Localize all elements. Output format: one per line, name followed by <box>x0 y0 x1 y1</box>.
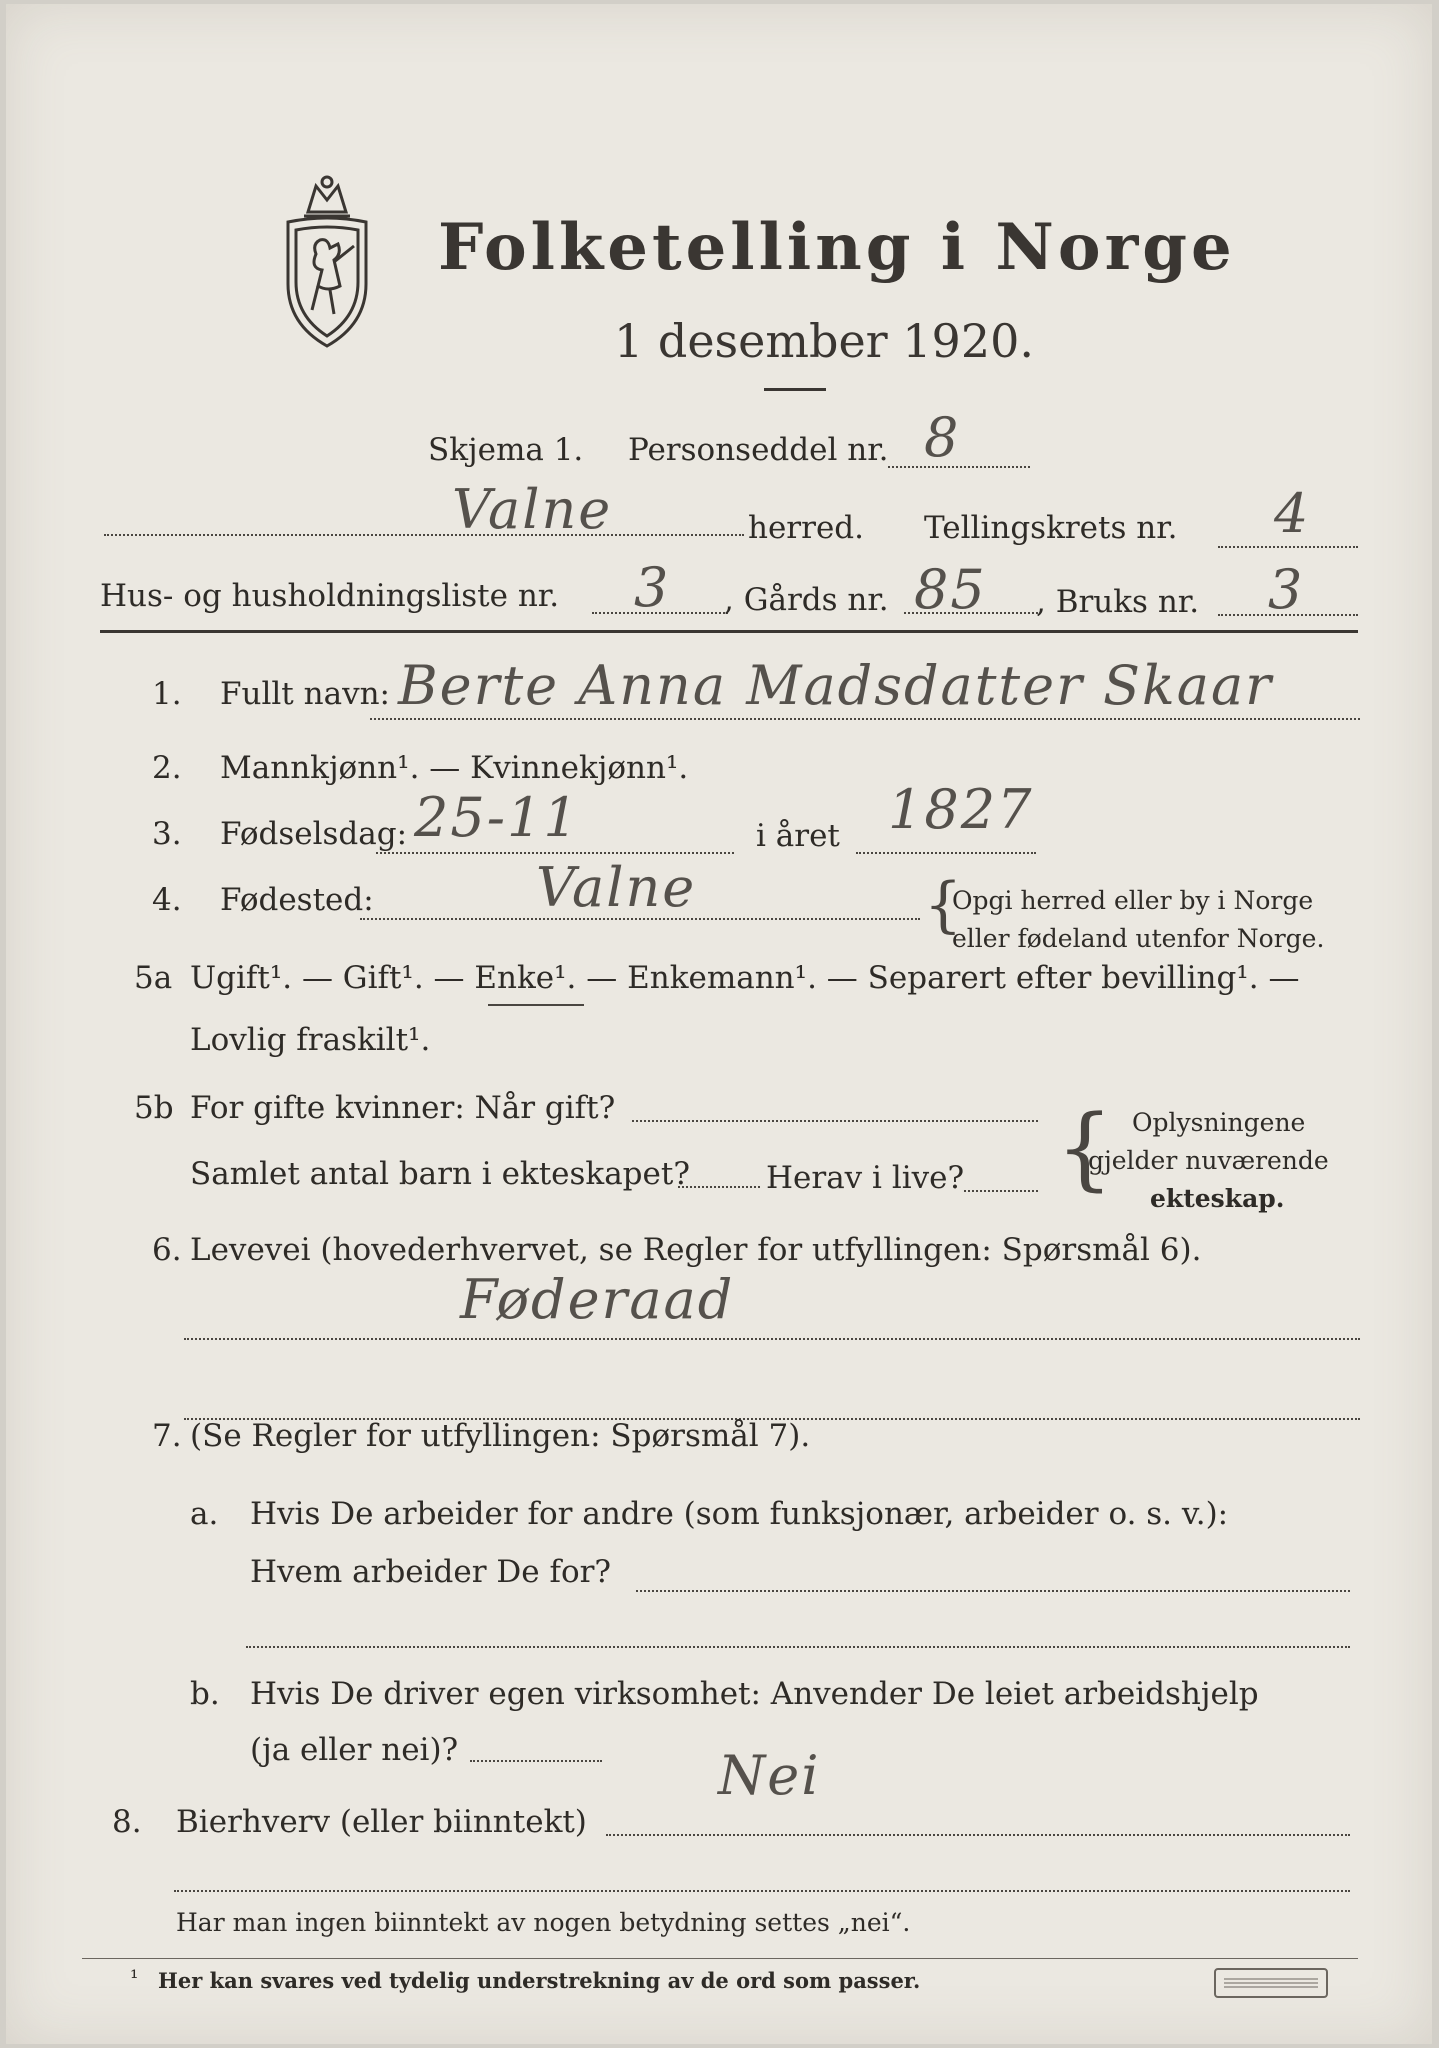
bruks-label: , Bruks nr. <box>1036 584 1200 620</box>
q2-number: 2. <box>152 750 182 786</box>
census-form-sheet <box>6 4 1432 2044</box>
q8-note: Har man ingen biinntekt av nogen betydning settes „nei“. <box>176 1908 911 1937</box>
q3-year-field-line <box>856 852 1036 854</box>
q7b-field-line <box>470 1760 602 1762</box>
q5a-line1: Ugift¹. — Gift¹. — Enke¹. — Enkemann¹. — Separert efter bevilling¹. — <box>190 960 1300 996</box>
q1-field-line <box>370 718 1360 720</box>
footnote-divider <box>82 1958 1358 1959</box>
norwegian-coat-of-arms-icon <box>268 174 386 350</box>
q3-label: Fødselsdag: <box>220 816 408 852</box>
q4-label: Fødested: <box>220 882 374 918</box>
personseddel-value: 8 <box>924 406 961 469</box>
form-title: Folketelling i Norge <box>438 210 1236 285</box>
herred-value: Valne <box>452 478 613 541</box>
q3-day-field-line <box>376 852 734 854</box>
census-date: 1 desember 1920. <box>614 314 1034 368</box>
q7b-line1: Hvis De driver egen virksomhet: Anvender De leiet arbeidshjelp <box>250 1676 1259 1712</box>
q3-day-value: 25-11 <box>414 786 580 849</box>
q5b-children-label: Samlet antal barn i ekteskapet? <box>190 1156 690 1192</box>
q7-label: (Se Regler for utfyllingen: Spørsmål 7). <box>190 1418 811 1454</box>
q8-number: 8. <box>112 1804 142 1840</box>
header-divider <box>100 630 1358 633</box>
tellingskrets-field-line <box>1218 546 1358 548</box>
q7a-letter: a. <box>190 1496 219 1532</box>
tellingskrets-value: 4 <box>1274 482 1311 545</box>
footnote-mark: ¹ <box>130 1966 139 1990</box>
gards-value: 85 <box>914 558 987 621</box>
q8-label: Bierhverv (eller biinntekt) <box>176 1804 587 1840</box>
title-divider <box>764 388 826 391</box>
q4-number: 4. <box>152 882 182 918</box>
q5a-number: 5a <box>134 960 173 996</box>
q8-field-line-2 <box>174 1890 1350 1892</box>
q5b-note-line2: gjelder nuværende <box>1088 1146 1329 1175</box>
q7a-line2: Hvem arbeider De for? <box>250 1554 612 1590</box>
q7-number: 7. <box>152 1418 182 1454</box>
footnote-text: Her kan svares ved tydelig understrekning av de ord som passer. <box>158 1968 921 1993</box>
q5b-number: 5b <box>134 1090 174 1126</box>
q7a-field-line-1 <box>636 1590 1350 1592</box>
q4-value: Valne <box>536 856 697 919</box>
q8-value: Nei <box>718 1744 821 1807</box>
personseddel-label: Personseddel nr. <box>628 432 889 468</box>
q3-year-value: 1827 <box>888 778 1034 841</box>
q6-field-line-1 <box>184 1338 1360 1340</box>
q5b-note-brace: { <box>1056 1096 1114 1201</box>
q5b-alive-field-line <box>964 1190 1038 1192</box>
q5b-note-line3: ekteskap. <box>1150 1184 1285 1213</box>
husholdningsliste-label: Hus- og husholdningsliste nr. <box>100 578 560 614</box>
q6-value: Føderaad <box>460 1268 735 1331</box>
q1-label: Fullt navn: <box>220 676 390 712</box>
q6-number: 6. <box>152 1232 182 1268</box>
gards-label: , Gårds nr. <box>724 582 889 618</box>
skjema-label: Skjema 1. <box>428 432 584 468</box>
q3-number: 3. <box>152 816 182 852</box>
husholdningsliste-value: 3 <box>634 556 671 619</box>
herred-label: herred. <box>748 510 864 546</box>
q5b-line1: For gifte kvinner: Når gift? <box>190 1090 616 1126</box>
q7a-line1: Hvis De arbeider for andre (som funksjonær, arbeider o. s. v.): <box>250 1496 1229 1532</box>
herred-field-line <box>104 534 744 536</box>
q5b-note-line1: Oplysningene <box>1132 1108 1306 1137</box>
q5a-line2: Lovlig fraskilt¹. <box>190 1022 431 1058</box>
q7a-field-line-2 <box>246 1646 1350 1648</box>
q4-note-line1: Opgi herred eller by i Norge <box>952 886 1314 915</box>
q5b-children-field-line <box>678 1186 760 1188</box>
tellingskrets-label: Tellingskrets nr. <box>924 510 1178 546</box>
q2-label: Mannkjønn¹. — Kvinnekjønn¹. <box>220 750 689 786</box>
q5a-enke-underline <box>488 1004 584 1006</box>
q7b-letter: b. <box>190 1676 220 1712</box>
q1-value: Berte Anna Madsdatter Skaar <box>398 654 1273 717</box>
q6-label: Levevei (hovederhvervet, se Regler for utfyllingen: Spørsmål 6). <box>190 1232 1202 1268</box>
q5b-married-field-line <box>632 1120 1038 1122</box>
q7b-line2: (ja eller nei)? <box>250 1732 459 1768</box>
q8-field-line <box>606 1834 1350 1836</box>
q4-note-line2: eller fødeland utenfor Norge. <box>952 924 1325 953</box>
printer-stamp-icon <box>1214 1968 1328 1998</box>
bruks-value: 3 <box>1268 558 1305 621</box>
q4-note-brace: { <box>924 870 963 940</box>
q3-year-label: i året <box>756 818 840 854</box>
q1-number: 1. <box>152 676 182 712</box>
q5b-alive-label: Herav i live? <box>766 1160 965 1196</box>
